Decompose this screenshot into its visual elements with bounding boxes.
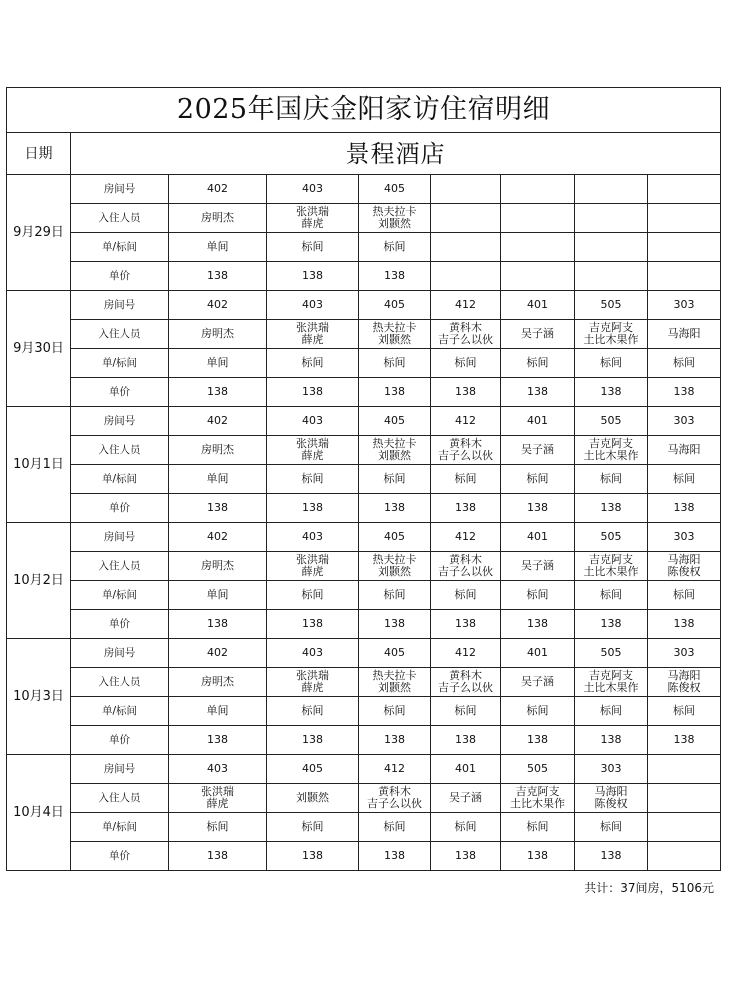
room-type-cell: 标间	[359, 233, 431, 262]
guest-name: 热夫拉卡	[372, 553, 417, 566]
price-cell: 138	[359, 610, 431, 639]
price-cell: 138	[575, 842, 648, 871]
guest-name: 吴子涵	[521, 675, 554, 688]
guest-cell	[575, 320, 648, 349]
empty-cell	[431, 262, 501, 291]
price-cell: 138	[648, 378, 721, 407]
guest-cell	[359, 436, 431, 465]
price-cell: 138	[267, 610, 359, 639]
guest-row	[7, 320, 721, 349]
room-type-cell: 标间	[431, 697, 501, 726]
room-number-cell: 505	[501, 755, 575, 784]
document-title: 2025年国庆金阳家访住宿明细	[7, 88, 721, 133]
price-cell: 138	[359, 726, 431, 755]
guest-cell	[169, 784, 267, 813]
guest-name: 刘颢然	[378, 449, 411, 462]
empty-cell	[648, 204, 721, 233]
price-cell: 138	[575, 726, 648, 755]
date-cell: 10月1日	[7, 407, 71, 523]
price-cell: 138	[501, 610, 575, 639]
room-number-cell: 303	[648, 407, 721, 436]
room-number-row	[7, 175, 721, 204]
room-number-cell: 401	[501, 639, 575, 668]
empty-cell	[648, 842, 721, 871]
room-type-cell: 标间	[575, 349, 648, 378]
guest-name: 马海阳	[667, 327, 701, 340]
guest-name: 薛虎	[301, 333, 324, 346]
room-number-row	[7, 407, 721, 436]
guest-name: 薛虎	[206, 797, 229, 810]
empty-cell	[648, 175, 721, 204]
room-type-cell: 标间	[431, 813, 501, 842]
guest-name: 房明杰	[201, 327, 234, 340]
room-type-row	[7, 233, 721, 262]
guest-name: 热夫拉卡	[372, 669, 417, 682]
empty-cell	[575, 175, 648, 204]
price-cell: 138	[431, 726, 501, 755]
price-cell: 138	[267, 494, 359, 523]
row-label: 单价	[71, 842, 169, 871]
guest-cell	[359, 552, 431, 581]
room-number-cell: 402	[169, 175, 267, 204]
price-cell: 138	[267, 726, 359, 755]
guest-name: 热夫拉卡	[372, 205, 417, 218]
guest-name: 刘颢然	[378, 217, 411, 230]
guest-cell	[359, 668, 431, 697]
guest-name: 吴子涵	[449, 791, 482, 804]
room-type-cell: 标间	[267, 349, 359, 378]
guest-name: 黄科木	[449, 321, 482, 334]
guest-cell	[169, 204, 267, 233]
room-number-cell: 405	[359, 291, 431, 320]
date-cell: 9月30日	[7, 291, 71, 407]
row-label: 入住人员	[71, 668, 169, 697]
room-type-cell: 标间	[648, 465, 721, 494]
guest-name: 土比木果作	[583, 333, 639, 346]
empty-cell	[648, 233, 721, 262]
empty-cell	[501, 262, 575, 291]
guest-name: 吉子么以伙	[438, 565, 493, 578]
room-type-cell: 标间	[575, 581, 648, 610]
room-number-cell: 403	[267, 639, 359, 668]
guest-row	[7, 552, 721, 581]
guest-name: 陈俊权	[594, 797, 628, 810]
room-type-cell: 标间	[501, 697, 575, 726]
room-type-cell: 标间	[575, 813, 648, 842]
guest-cell	[431, 552, 501, 581]
room-type-cell: 标间	[648, 349, 721, 378]
room-type-cell: 标间	[267, 233, 359, 262]
price-cell: 138	[648, 726, 721, 755]
room-type-cell: 标间	[169, 813, 267, 842]
room-type-cell: 标间	[501, 813, 575, 842]
row-label: 房间号	[71, 175, 169, 204]
row-label: 入住人员	[71, 436, 169, 465]
guest-cell	[169, 668, 267, 697]
price-cell: 138	[501, 842, 575, 871]
guest-cell	[169, 436, 267, 465]
price-row	[7, 842, 721, 871]
room-type-cell: 标间	[359, 813, 431, 842]
price-cell: 138	[431, 610, 501, 639]
empty-cell	[575, 233, 648, 262]
price-cell: 138	[575, 610, 648, 639]
guest-name: 刘颢然	[296, 791, 329, 804]
price-cell: 138	[359, 842, 431, 871]
row-label: 房间号	[71, 291, 169, 320]
row-label: 房间号	[71, 407, 169, 436]
guest-cell	[431, 436, 501, 465]
guest-name: 土比木果作	[510, 797, 565, 810]
room-number-cell: 505	[575, 407, 648, 436]
guest-name: 陈俊权	[667, 565, 701, 578]
price-cell: 138	[431, 494, 501, 523]
room-type-cell: 标间	[501, 465, 575, 494]
guest-cell	[169, 552, 267, 581]
price-cell: 138	[169, 726, 267, 755]
room-type-cell: 单间	[169, 581, 267, 610]
guest-cell	[575, 436, 648, 465]
guest-cell	[501, 436, 575, 465]
guest-name: 张洪瑞	[296, 553, 329, 566]
guest-name: 刘颢然	[378, 565, 411, 578]
room-type-cell: 标间	[431, 581, 501, 610]
room-number-cell: 303	[648, 639, 721, 668]
room-number-cell: 402	[169, 407, 267, 436]
room-type-row	[7, 349, 721, 378]
room-number-row	[7, 639, 721, 668]
room-number-cell: 303	[648, 523, 721, 552]
room-type-cell: 标间	[267, 697, 359, 726]
empty-cell	[648, 262, 721, 291]
row-label: 房间号	[71, 523, 169, 552]
room-number-cell: 401	[431, 755, 501, 784]
guest-name: 吉克阿支	[589, 321, 633, 334]
room-number-cell: 505	[575, 291, 648, 320]
guest-cell	[169, 320, 267, 349]
guest-cell	[501, 320, 575, 349]
guest-cell	[501, 552, 575, 581]
date-cell: 9月29日	[7, 175, 71, 291]
guest-cell	[501, 668, 575, 697]
guest-cell	[648, 668, 721, 697]
empty-cell	[648, 784, 721, 813]
row-label: 单/标间	[71, 349, 169, 378]
room-type-row	[7, 465, 721, 494]
row-label: 单价	[71, 726, 169, 755]
room-type-cell: 标间	[359, 349, 431, 378]
guest-name: 张洪瑞	[201, 785, 234, 798]
hotel-name: 景程酒店	[71, 133, 721, 175]
guest-name: 刘颢然	[378, 681, 411, 694]
guest-cell	[359, 320, 431, 349]
price-cell: 138	[648, 494, 721, 523]
price-cell: 138	[169, 378, 267, 407]
room-number-cell: 405	[359, 175, 431, 204]
room-number-cell: 405	[359, 639, 431, 668]
room-number-cell: 403	[169, 755, 267, 784]
room-number-row	[7, 755, 721, 784]
room-number-cell: 303	[575, 755, 648, 784]
room-type-cell: 标间	[359, 465, 431, 494]
guest-name: 房明杰	[201, 559, 234, 572]
room-type-cell: 标间	[267, 813, 359, 842]
guest-cell	[431, 668, 501, 697]
guest-cell	[267, 668, 359, 697]
guest-name: 房明杰	[201, 443, 234, 456]
guest-name: 薛虎	[301, 681, 324, 694]
price-cell: 138	[431, 378, 501, 407]
room-type-cell: 单间	[169, 697, 267, 726]
guest-name: 薛虎	[301, 449, 324, 462]
room-number-cell: 403	[267, 291, 359, 320]
guest-name: 黄科木	[449, 553, 482, 566]
total-summary: 共计：37间房，5106元	[584, 881, 714, 895]
guest-cell	[575, 668, 648, 697]
row-label: 单价	[71, 610, 169, 639]
room-number-cell: 505	[575, 523, 648, 552]
room-type-cell: 标间	[431, 465, 501, 494]
price-cell: 138	[501, 378, 575, 407]
price-cell: 138	[501, 726, 575, 755]
guest-name: 马海阳	[667, 553, 701, 566]
row-label: 入住人员	[71, 204, 169, 233]
room-type-cell: 标间	[648, 581, 721, 610]
guest-cell	[267, 320, 359, 349]
room-number-cell: 402	[169, 523, 267, 552]
room-number-cell: 405	[359, 407, 431, 436]
empty-cell	[501, 204, 575, 233]
room-type-cell: 标间	[359, 697, 431, 726]
guest-name: 薛虎	[301, 565, 324, 578]
guest-name: 热夫拉卡	[372, 321, 417, 334]
room-type-cell: 标间	[501, 581, 575, 610]
empty-cell	[575, 204, 648, 233]
room-number-row	[7, 523, 721, 552]
guest-name: 热夫拉卡	[372, 437, 417, 450]
empty-cell	[431, 175, 501, 204]
price-cell: 138	[169, 494, 267, 523]
price-cell: 138	[267, 378, 359, 407]
row-label: 入住人员	[71, 320, 169, 349]
guest-cell	[648, 436, 721, 465]
guest-name: 吴子涵	[521, 559, 554, 572]
price-cell: 138	[575, 378, 648, 407]
empty-cell	[501, 233, 575, 262]
room-number-cell: 401	[501, 291, 575, 320]
room-number-cell: 505	[575, 639, 648, 668]
row-label: 单/标间	[71, 813, 169, 842]
room-number-cell: 412	[431, 523, 501, 552]
price-cell: 138	[169, 842, 267, 871]
row-label: 入住人员	[71, 784, 169, 813]
guest-cell	[648, 552, 721, 581]
room-number-cell: 403	[267, 523, 359, 552]
price-cell: 138	[169, 262, 267, 291]
guest-cell	[431, 320, 501, 349]
guest-cell	[267, 784, 359, 813]
room-type-cell: 标间	[575, 697, 648, 726]
guest-name: 马海阳	[667, 443, 701, 456]
guest-name: 吴子涵	[521, 327, 554, 340]
guest-name: 黄科木	[378, 785, 411, 798]
room-number-row	[7, 291, 721, 320]
room-type-cell: 单间	[169, 233, 267, 262]
date-column-header: 日期	[7, 133, 71, 175]
room-type-row	[7, 813, 721, 842]
room-type-row	[7, 697, 721, 726]
row-label: 单价	[71, 494, 169, 523]
price-row	[7, 726, 721, 755]
date-cell: 10月3日	[7, 639, 71, 755]
room-number-cell: 402	[169, 639, 267, 668]
guest-name: 刘颢然	[378, 333, 411, 346]
guest-name: 张洪瑞	[296, 669, 329, 682]
empty-cell	[431, 204, 501, 233]
guest-name: 陈俊权	[667, 681, 701, 694]
guest-name: 吴子涵	[521, 443, 554, 456]
room-number-cell: 412	[359, 755, 431, 784]
guest-name: 马海阳	[594, 785, 628, 798]
room-type-cell: 标间	[648, 697, 721, 726]
guest-name: 吉子么以伙	[438, 681, 493, 694]
guest-name: 吉子么以伙	[438, 449, 493, 462]
guest-name: 吉克阿支	[589, 553, 633, 566]
room-number-cell: 403	[267, 407, 359, 436]
room-type-cell: 单间	[169, 349, 267, 378]
price-row	[7, 378, 721, 407]
guest-row	[7, 784, 721, 813]
price-row	[7, 262, 721, 291]
date-cell: 10月4日	[7, 755, 71, 871]
row-label: 单价	[71, 378, 169, 407]
room-type-row	[7, 581, 721, 610]
guest-cell	[575, 784, 648, 813]
guest-cell	[575, 552, 648, 581]
guest-name: 吉克阿支	[589, 669, 633, 682]
guest-cell	[431, 784, 501, 813]
guest-cell	[359, 204, 431, 233]
guest-cell	[648, 320, 721, 349]
room-number-cell: 412	[431, 291, 501, 320]
row-label: 房间号	[71, 639, 169, 668]
price-row	[7, 610, 721, 639]
price-cell: 138	[169, 610, 267, 639]
room-number-cell: 401	[501, 523, 575, 552]
price-cell: 138	[648, 610, 721, 639]
guest-name: 土比木果作	[583, 565, 639, 578]
room-number-cell: 401	[501, 407, 575, 436]
guest-name: 薛虎	[301, 217, 324, 230]
room-type-cell: 标间	[267, 465, 359, 494]
room-number-cell: 402	[169, 291, 267, 320]
row-label: 单/标间	[71, 697, 169, 726]
date-cell: 10月2日	[7, 523, 71, 639]
guest-cell	[359, 784, 431, 813]
empty-cell	[575, 262, 648, 291]
room-number-cell: 412	[431, 407, 501, 436]
guest-name: 房明杰	[201, 675, 234, 688]
empty-cell	[648, 755, 721, 784]
row-label: 单价	[71, 262, 169, 291]
guest-name: 吉子么以伙	[438, 333, 493, 346]
empty-cell	[501, 175, 575, 204]
room-number-cell: 405	[359, 523, 431, 552]
lodging-table	[6, 87, 721, 871]
price-row	[7, 494, 721, 523]
price-cell: 138	[267, 842, 359, 871]
guest-name: 黄科木	[449, 669, 482, 682]
row-label: 单/标间	[71, 233, 169, 262]
guest-cell	[501, 784, 575, 813]
guest-row	[7, 436, 721, 465]
empty-cell	[648, 813, 721, 842]
price-cell: 138	[575, 494, 648, 523]
guest-cell	[267, 552, 359, 581]
guest-name: 张洪瑞	[296, 437, 329, 450]
price-cell: 138	[359, 378, 431, 407]
room-type-cell: 标间	[431, 349, 501, 378]
guest-name: 张洪瑞	[296, 321, 329, 334]
guest-name: 土比木果作	[583, 449, 639, 462]
guest-name: 吉克阿支	[515, 785, 560, 798]
guest-name: 黄科木	[449, 437, 482, 450]
price-cell: 138	[267, 262, 359, 291]
room-type-cell: 标间	[501, 349, 575, 378]
room-type-cell: 单间	[169, 465, 267, 494]
room-number-cell: 412	[431, 639, 501, 668]
guest-name: 土比木果作	[583, 681, 639, 694]
guest-row	[7, 668, 721, 697]
price-cell: 138	[359, 494, 431, 523]
room-type-cell: 标间	[267, 581, 359, 610]
room-type-cell: 标间	[575, 465, 648, 494]
room-number-cell: 405	[267, 755, 359, 784]
guest-name: 吉子么以伙	[367, 797, 422, 810]
guest-name: 房明杰	[201, 211, 234, 224]
row-label: 单/标间	[71, 581, 169, 610]
room-number-cell: 403	[267, 175, 359, 204]
guest-cell	[267, 436, 359, 465]
room-number-cell: 303	[648, 291, 721, 320]
price-cell: 138	[501, 494, 575, 523]
empty-cell	[431, 233, 501, 262]
guest-name: 张洪瑞	[296, 205, 329, 218]
guest-name: 吉克阿支	[589, 437, 633, 450]
guest-name: 马海阳	[667, 669, 701, 682]
price-cell: 138	[431, 842, 501, 871]
guest-row	[7, 204, 721, 233]
guest-cell	[267, 204, 359, 233]
row-label: 房间号	[71, 755, 169, 784]
row-label: 单/标间	[71, 465, 169, 494]
price-cell: 138	[359, 262, 431, 291]
row-label: 入住人员	[71, 552, 169, 581]
room-type-cell: 标间	[359, 581, 431, 610]
